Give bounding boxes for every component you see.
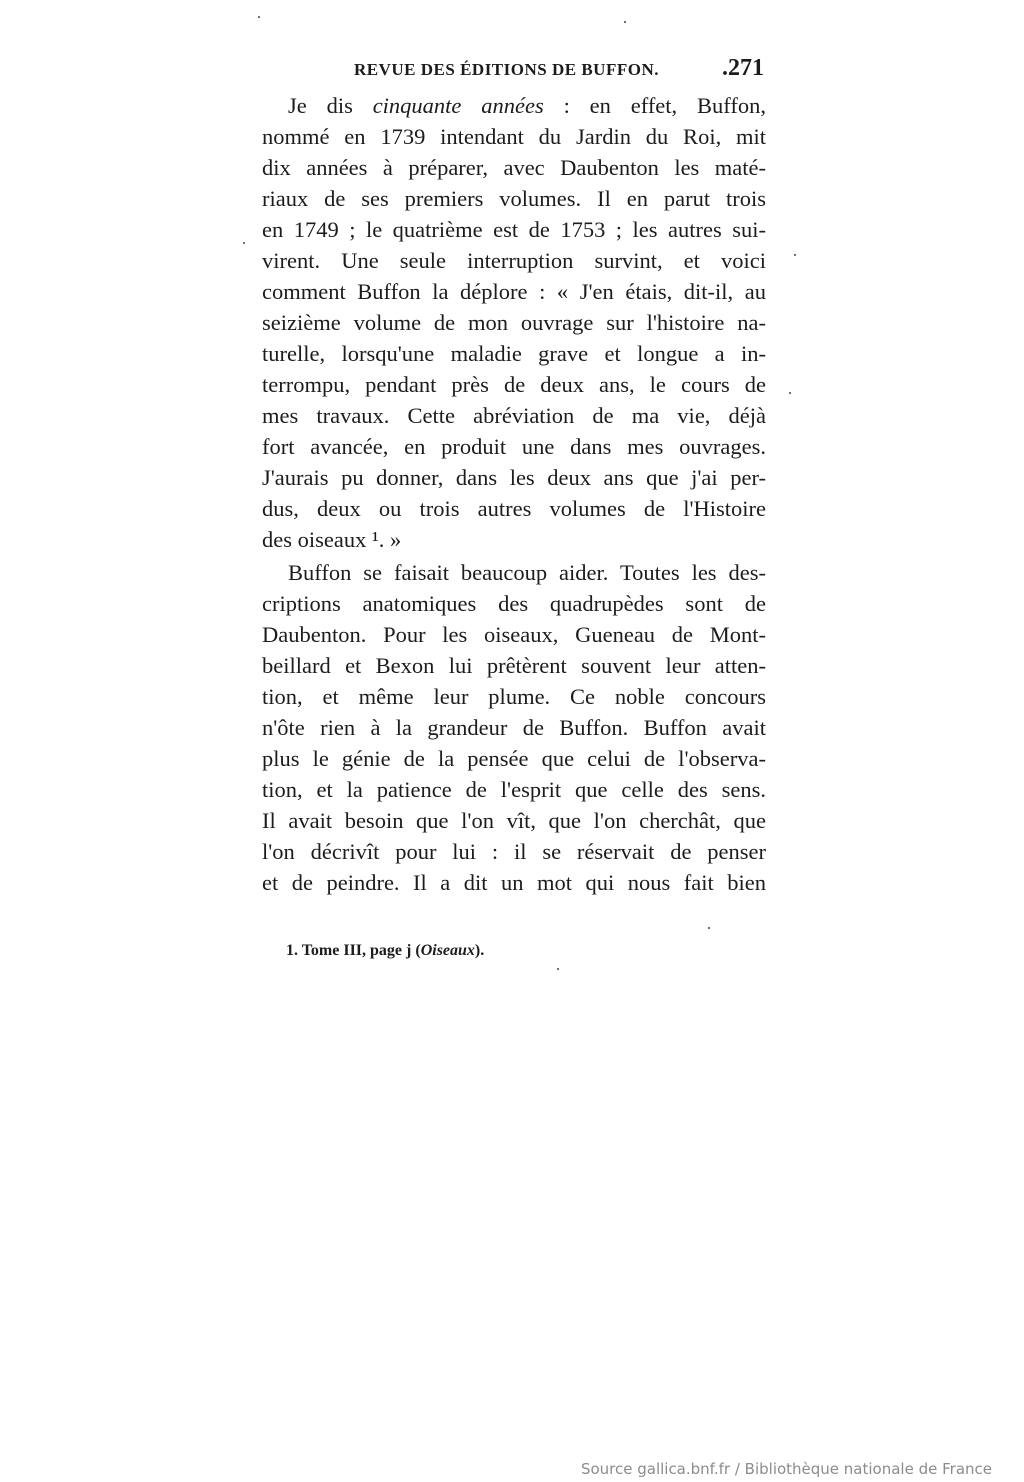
text-line: Il avait besoin que l'on vît, que l'on cherchât, que bbox=[262, 808, 766, 833]
text-line: virent. Une seule interruption survint, et voici bbox=[262, 248, 766, 273]
text-line: tion, et la patience de l'esprit que celle des sens. bbox=[262, 777, 766, 802]
text-line: seizième volume de mon ouvrage sur l'histoire na- bbox=[262, 310, 766, 335]
source-credit: Source gallica.bnf.fr / Bibliothèque nationale de France bbox=[580, 1460, 992, 1478]
text-line: Buffon se faisait beaucoup aider. Toutes les des- bbox=[288, 560, 766, 585]
text-line: comment Buffon la déplore : « J'en étais, dit-il, au bbox=[262, 279, 766, 304]
text-line: n'ôte rien à la grandeur de Buffon. Buffon avait bbox=[262, 715, 766, 740]
text-line: beillard et Bexon lui prêtèrent souvent leur atten- bbox=[262, 653, 766, 678]
running-title: REVUE DES ÉDITIONS DE BUFFON. bbox=[354, 60, 659, 79]
print-speck bbox=[624, 21, 626, 23]
emphasis: cinquante années bbox=[372, 93, 544, 118]
text-line: dix années à préparer, avec Daubenton les maté- bbox=[262, 155, 766, 180]
body-text bbox=[262, 90, 766, 898]
text-line: plus le génie de la pensée que celui de l'observa- bbox=[262, 746, 766, 771]
text-line: terrompu, pendant près de deux ans, le cours de bbox=[262, 372, 766, 397]
text-line: nommé en 1739 intendant du Jardin du Roi, mit bbox=[262, 124, 766, 149]
text-line: et de peindre. Il a dit un mot qui nous fait bien bbox=[262, 870, 766, 895]
footnote-text: Tome III, page j ( bbox=[301, 942, 421, 959]
footnote-number: 1. bbox=[286, 942, 298, 959]
text-line: tion, et même leur plume. Ce noble concours bbox=[262, 684, 766, 709]
text-line: turelle, lorsqu'une maladie grave et longue a in- bbox=[262, 341, 766, 366]
text-line: l'on décrivît pour lui : il se réservait de penser bbox=[262, 839, 766, 864]
text-line: Je dis cinquante années : en effet, Buffon, bbox=[288, 93, 766, 118]
footnote bbox=[286, 942, 484, 960]
text-line: mes travaux. Cette abréviation de ma vie, déjà bbox=[262, 403, 766, 428]
print-speck bbox=[708, 927, 710, 929]
text-line: en 1749 ; le quatrième est de 1753 ; les autres sui- bbox=[262, 217, 766, 242]
print-speck bbox=[243, 242, 245, 244]
print-speck bbox=[794, 254, 796, 256]
text-line: des oiseaux ¹. » bbox=[262, 527, 402, 552]
text-line: criptions anatomiques des quadrupèdes sont de bbox=[262, 591, 766, 616]
footnote-italic: Oiseaux bbox=[420, 942, 475, 959]
text-line: fort avancée, en produit une dans mes ouvrages. bbox=[262, 434, 766, 459]
text-line: Daubenton. Pour les oiseaux, Gueneau de Mont- bbox=[262, 622, 766, 647]
footnote-close: ). bbox=[474, 942, 485, 959]
print-speck bbox=[557, 968, 559, 970]
text-line: J'aurais pu donner, dans les deux ans que j'ai per- bbox=[262, 465, 766, 490]
print-speck bbox=[789, 392, 791, 394]
text-line: dus, deux ou trois autres volumes de l'Histoire bbox=[262, 496, 766, 521]
print-speck bbox=[258, 16, 260, 18]
text-line: riaux de ses premiers volumes. Il en parut trois bbox=[262, 186, 766, 211]
running-head bbox=[262, 55, 766, 84]
page-number: .271 bbox=[722, 55, 764, 81]
